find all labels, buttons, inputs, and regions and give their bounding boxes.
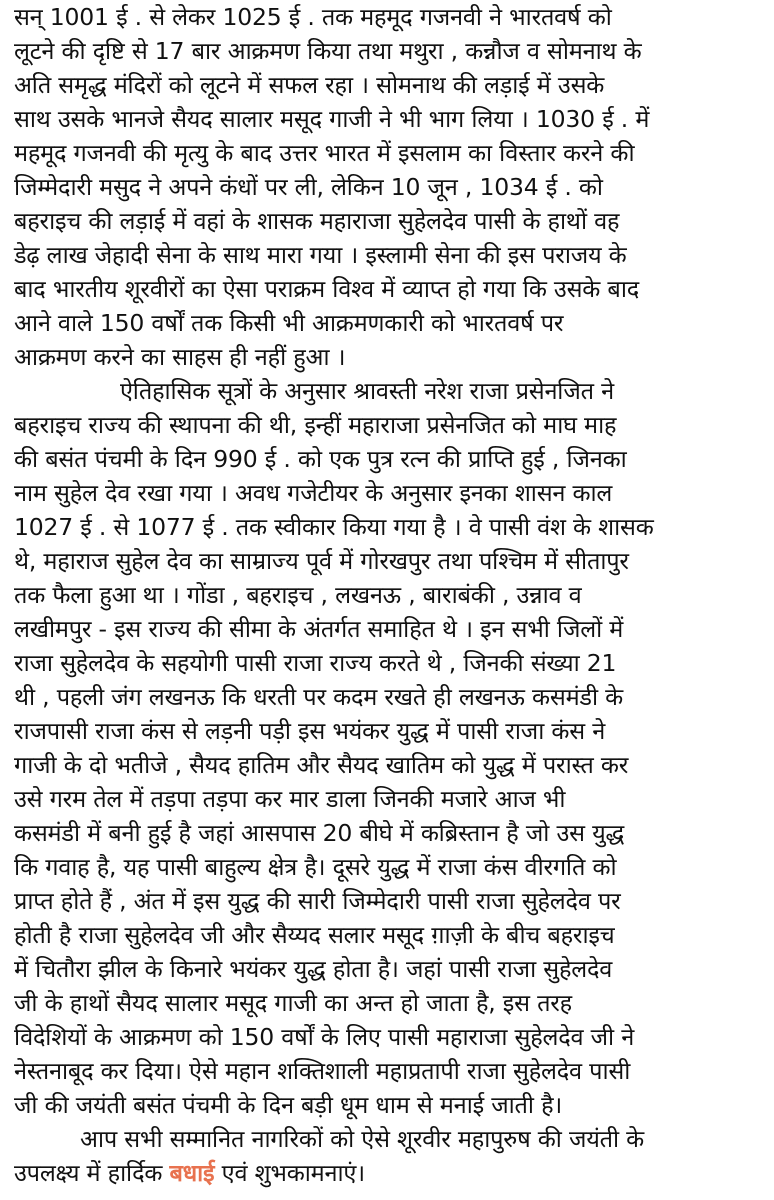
text-line: विदेशियों के आक्रमण को 150 वर्षों के लिए पासी महाराजा सुहेलदेव जी ने <box>14 1023 635 1051</box>
text-line: राजा सुहेलदेव के सहयोगी पासी राजा राज्य करते थे , जिनकी संख्या 21 <box>14 649 617 677</box>
text-line: कि गवाह है, यह पासी बाहुल्य क्षेत्र है। दूसरे युद्ध में राजा कंस वीरगति को <box>14 853 617 881</box>
text-line: आक्रमण करने का साहस ही नहीं हुआ । <box>14 343 346 371</box>
text-line: होती है राजा सुहेलदेव जी और सैय्यद सलार मसूद ग़ाज़ी के बीच बहराइच <box>14 921 615 949</box>
text-line: थे, महाराज सुहेल देव का साम्राज्य पूर्व में गोरखपुर तथा पश्चिम में सीतापुर <box>14 547 629 575</box>
text-line: बहराइच राज्य की स्थापना की थी, इन्हीं महाराजा प्रसेनजित को माघ माह <box>14 411 617 439</box>
paragraph-start-line: ऐतिहासिक सूत्रों के अनुसार श्रावस्ती नरेश राजा प्रसेनजित ने <box>120 377 614 405</box>
text-line: की बसंत पंचमी के दिन 990 ई . को एक पुत्र रत्न की प्राप्ति हुई , जिनका <box>14 445 627 473</box>
text-line: लखीमपुर - इस राज्य की सीमा के अंतर्गत समाहित थे । इन सभी जिलों में <box>14 615 624 643</box>
greeting-text-before: उपलक्ष्य में हार्दिक <box>14 1159 170 1187</box>
text-line: में चितौरा झील के किनारे भयंकर युद्ध होता है। जहां पासी राजा सुहेलदेव <box>14 955 613 983</box>
text-line: महमूद गजनवी की मृत्यु के बाद उत्तर भारत में इसलाम का विस्तार करने की <box>14 139 635 167</box>
text-line: जी के हाथों सैयद सालार मसूद गाजी का अन्त हो जाता है, इस तरह <box>14 989 572 1017</box>
text-line: अति समृद्ध मंदिरों को लूटने में सफल रहा । सोमनाथ की लड़ाई में उसके <box>14 71 605 99</box>
text-line: उसे गरम तेल में तड़पा तड़पा कर मार डाला जिनकी मजारे आज भी <box>14 785 566 813</box>
text-line: राजपासी राजा कंस से लड़नी पड़ी इस भयंकर युद्ध में पासी राजा कंस ने <box>14 717 606 745</box>
text-line: तक फैला हुआ था । गोंडा , बहराइच , लखनऊ , बाराबंकी , उन्नाव व <box>14 581 582 609</box>
text-line: गाजी के दो भतीजे , सैयद हातिम और सैयद खातिम को युद्ध में परास्त कर <box>14 751 629 779</box>
text-line: 1027 ई . से 1077 ई . तक स्वीकार किया गया है । वे पासी वंश के शासक <box>14 513 654 541</box>
text-line: नाम सुहेल देव रखा गया । अवध गजेटीयर के अनुसार इनका शासन काल <box>14 479 613 507</box>
text-line: थी , पहली जंग लखनऊ कि धरती पर कदम रखते ही लखनऊ कसमंडी के <box>14 683 623 711</box>
text-line: बाद भारतीय शूरवीरों का ऐसा पराक्रम विश्व में व्याप्त हो गया कि उसके बाद <box>14 275 640 303</box>
text-line: लूटने की दृष्टि से 17 बार आक्रमण किया तथा मथुरा , कन्नौज व सोमनाथ के <box>14 37 642 65</box>
text-line: जी की जयंती बसंत पंचमी के दिन बड़ी धूम धाम से मनाई जाती है। <box>14 1091 563 1119</box>
greeting-text-after: एवं शुभकामनाएं। <box>214 1159 365 1187</box>
text-line: नेस्तनाबूद कर दिया। ऐसे महान शक्तिशाली महाप्रतापी राजा सुहेलदेव पासी <box>14 1057 631 1085</box>
text-line: डेढ़ लाख जेहादी सेना के साथ मारा गया । इस्लामी सेना की इस पराजय के <box>14 241 627 269</box>
text-line: जिम्मेदारी मसुद ने अपने कंधों पर ली, लेकिन 10 जून , 1034 ई . को <box>14 173 603 201</box>
paragraph-start-line: आप सभी सम्मानित नागरिकों को ऐसे शूरवीर महापुरुष की जयंती के <box>80 1125 645 1153</box>
text-line: साथ उसके भानजे सैयद सालार मसूद गाजी ने भी भाग लिया । 1030 ई . में <box>14 105 650 133</box>
text-line: आने वाले 150 वर्षों तक किसी भी आक्रमणकारी को भारतवर्ष पर <box>14 309 564 337</box>
text-line: प्राप्त होते हैं , अंत में इस युद्ध की सारी जिम्मेदारी पासी राजा सुहेलदेव पर <box>14 887 621 915</box>
text-line: सन् 1001 ई . से लेकर 1025 ई . तक महमूद गजनवी ने भारतवर्ष को <box>14 3 612 31</box>
greeting-line <box>14 1157 365 1190</box>
text-line: बहराइच की लड़ाई में वहां के शासक महाराजा सुहेलदेव पासी के हाथों वह <box>14 207 620 235</box>
highlight-word: बधाई <box>169 1159 215 1187</box>
text-line: कसमंडी में बनी हुई है जहां आसपास 20 बीघे में कब्रिस्तान है जो उस युद्ध <box>14 819 625 847</box>
